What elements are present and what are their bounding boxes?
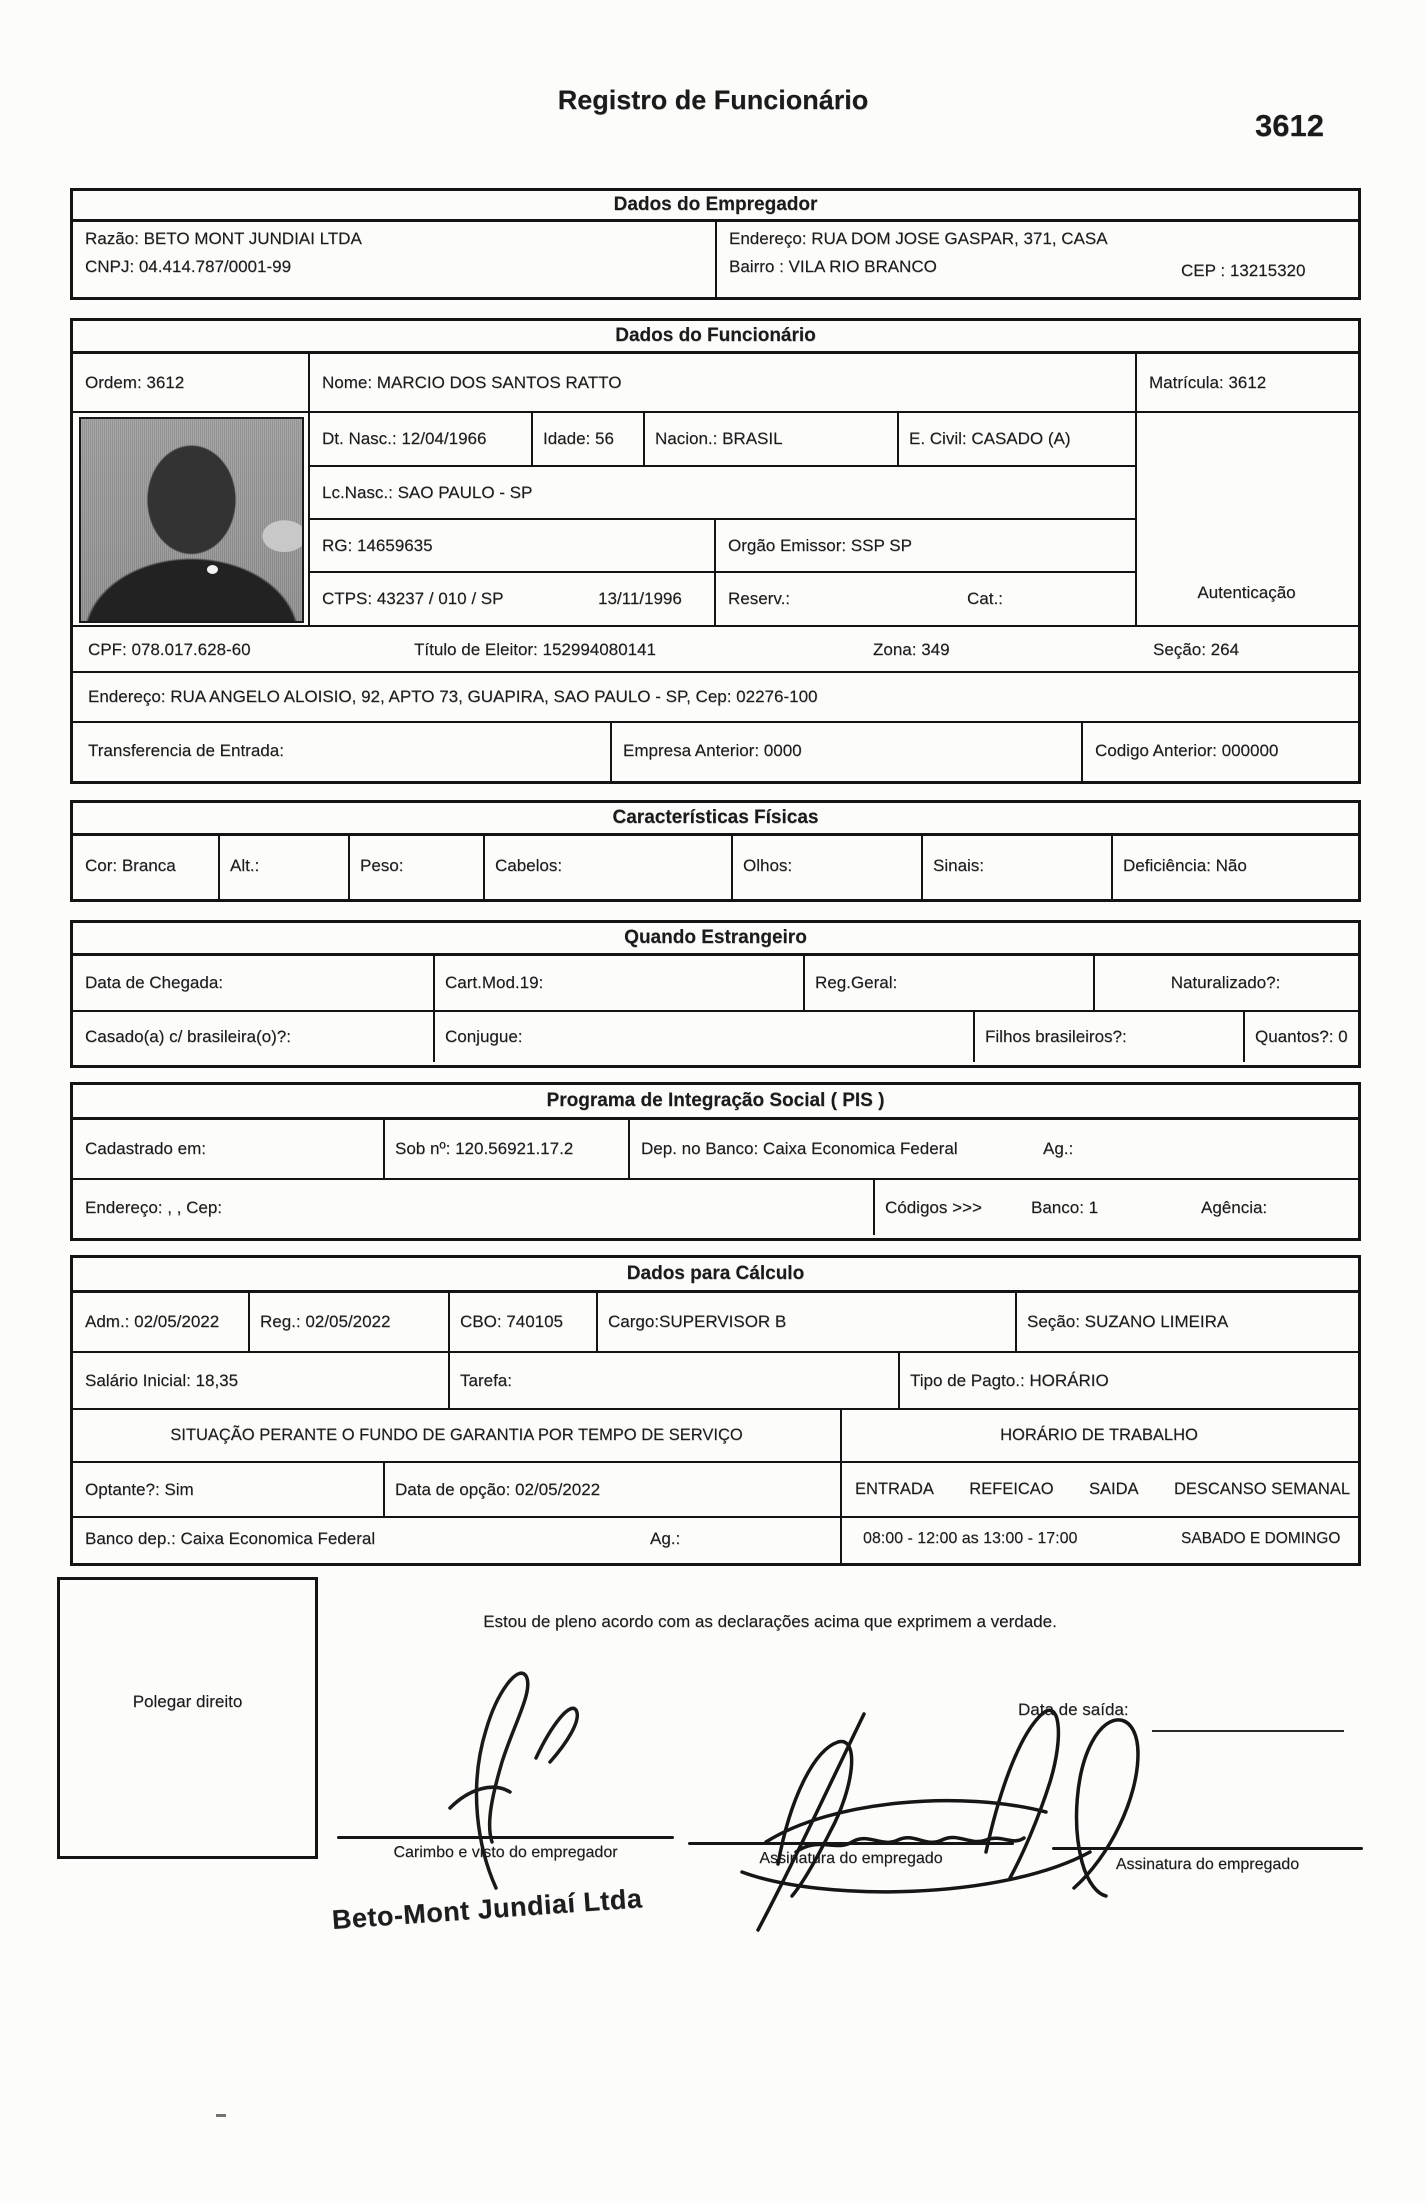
fisicas-deficiencia: Deficiência: Não — [1123, 856, 1247, 875]
calculo-cargo: Cargo:SUPERVISOR B — [608, 1312, 787, 1331]
employee-orgao-emissor: Orgão Emissor: SSP SP — [728, 536, 912, 555]
fisicas-olhos: Olhos: — [743, 856, 793, 875]
divider — [448, 1293, 450, 1351]
calculo-reg: Reg.: 02/05/2022 — [260, 1312, 391, 1331]
divider — [383, 1463, 385, 1516]
company-stamp: Beto-Mont Jundiaí Ltda — [330, 1883, 644, 1935]
divider — [308, 354, 310, 625]
transferencia-entrada: Transferencia de Entrada: — [88, 741, 284, 760]
employee-photo — [79, 417, 304, 623]
horario-dias-descanso: SABADO E DOMINGO — [1181, 1530, 1341, 1547]
horario-col-saida: SAIDA — [1089, 1480, 1139, 1498]
horario-col-entrada: ENTRADA — [855, 1480, 934, 1498]
divider — [610, 723, 612, 781]
divider — [731, 836, 733, 899]
divider — [596, 1293, 598, 1351]
data-saida-line — [1152, 1730, 1344, 1732]
fisicas-sinais: Sinais: — [933, 856, 985, 875]
employee-section — [70, 318, 1361, 784]
divider — [973, 1012, 975, 1062]
employer-bairro: Bairro : VILA RIO BRANCO — [729, 257, 937, 276]
form-number: 3612 — [1255, 108, 1324, 143]
horario-header: HORÁRIO DE TRABALHO — [1000, 1426, 1198, 1444]
fisicas-alt: Alt.: — [230, 856, 260, 875]
casado-brasileira: Casado(a) c/ brasileira(o)?: — [85, 1027, 291, 1046]
thumbprint-label: Polegar direito — [132, 1692, 243, 1711]
divider — [897, 413, 899, 465]
divider — [383, 1120, 385, 1178]
employee-nome: Nome: MARCIO DOS SANTOS RATTO — [322, 373, 622, 392]
employer-signature-line — [337, 1836, 674, 1839]
employee-nacion: Nacion.: BRASIL — [655, 429, 783, 448]
employee-section-title: Dados do Funcionário — [73, 321, 1358, 354]
divider — [628, 1120, 630, 1178]
employee-ordem: Ordem: 3612 — [85, 373, 185, 392]
divider — [73, 1351, 1358, 1353]
employee-lc-nasc: Lc.Nasc.: SAO PAULO - SP — [322, 483, 533, 502]
fisicas-peso: Peso: — [360, 856, 404, 875]
divider — [715, 222, 717, 297]
employee-zona: Zona: 349 — [873, 640, 950, 659]
divider — [218, 836, 220, 899]
divider — [803, 956, 805, 1010]
calculo-section-title: Dados para Cálculo — [73, 1258, 1358, 1293]
calculo-section — [70, 1255, 1361, 1566]
fisicas-cabelos: Cabelos: — [495, 856, 563, 875]
employee-signature-label-1: Assinatura do empregado — [759, 1850, 943, 1867]
employee-dt-nasc: Dt. Nasc.: 12/04/1966 — [322, 429, 487, 448]
empresa-anterior: Empresa Anterior: 0000 — [623, 741, 802, 760]
pis-endereco: Endereço: , , Cep: — [85, 1198, 223, 1217]
divider — [433, 1012, 435, 1062]
calculo-adm: Adm.: 02/05/2022 — [85, 1312, 220, 1331]
estrangeiro-section — [70, 920, 1361, 1068]
employee-reserv: Reserv.: — [728, 589, 791, 608]
employer-cep: CEP : 13215320 — [1181, 261, 1306, 280]
employee-rg: RG: 14659635 — [322, 536, 433, 555]
divider — [643, 413, 645, 465]
divider — [921, 836, 923, 899]
fgts-banco-dep: Banco dep.: Caixa Economica Federal — [85, 1529, 376, 1548]
employee-signature-label-2: Assinatura do empregado — [1115, 1856, 1300, 1873]
calculo-tarefa: Tarefa: — [460, 1371, 512, 1390]
divider — [448, 1353, 450, 1408]
employee-idade: Idade: 56 — [543, 429, 614, 448]
employee-cpf: CPF: 078.017.628-60 — [88, 640, 251, 659]
reg-geral: Reg.Geral: — [815, 973, 898, 992]
fisicas-section — [70, 800, 1361, 902]
calculo-secao: Seção: SUZANO LIMEIRA — [1027, 1312, 1229, 1331]
divider — [1015, 1293, 1017, 1351]
codigo-anterior: Codigo Anterior: 000000 — [1095, 741, 1279, 760]
employer-endereco: Endereço: RUA DOM JOSE GASPAR, 371, CASA — [729, 229, 1108, 248]
employee-estado-civil: E. Civil: CASADO (A) — [909, 429, 1071, 448]
employee-ctps-data: 13/11/1996 — [598, 589, 682, 608]
pis-agencia: Agência: — [1201, 1198, 1268, 1217]
horario-col-descanso: DESCANSO SEMANAL — [1173, 1480, 1350, 1498]
employee-signature-line-1 — [688, 1842, 1014, 1845]
autenticacao-label: Autenticação — [1197, 583, 1296, 602]
photo-highlight — [207, 565, 218, 574]
estrangeiro-section-title: Quando Estrangeiro — [73, 923, 1358, 956]
divider — [531, 413, 533, 465]
fgts-optante: Optante?: Sim — [85, 1480, 194, 1499]
pis-codigos: Códigos >>> — [885, 1198, 982, 1217]
divider — [433, 956, 435, 1010]
calculo-salario: Salário Inicial: 18,35 — [85, 1371, 239, 1390]
horario-columns — [855, 1463, 1350, 1516]
pis-sob-no: Sob nº: 120.56921.17.2 — [395, 1139, 574, 1158]
divider — [73, 1178, 1358, 1180]
pis-cadastrado: Cadastrado em: — [85, 1139, 206, 1158]
conjugue: Conjugue: — [445, 1027, 523, 1046]
employee-matricula: Matrícula: 3612 — [1149, 373, 1267, 392]
divider — [483, 836, 485, 899]
employee-secao: Seção: 264 — [1153, 640, 1240, 659]
declaration-text: Estou de pleno acordo com as declarações acima que exprimem a verdade. — [483, 1612, 1057, 1631]
pis-dep-banco: Dep. no Banco: Caixa Economica Federal — [641, 1139, 958, 1158]
calculo-cbo: CBO: 740105 — [460, 1312, 564, 1331]
pis-banco: Banco: 1 — [1031, 1198, 1099, 1217]
horario-col-refeicao: REFEICAO — [969, 1480, 1054, 1498]
data-chegada: Data de Chegada: — [85, 973, 223, 992]
pis-section — [70, 1082, 1361, 1241]
naturalizado: Naturalizado?: — [1170, 973, 1281, 992]
fgts-ag: Ag.: — [650, 1529, 681, 1548]
thumbprint-box — [57, 1577, 318, 1859]
employee-ctps: CTPS: 43237 / 010 / SP — [322, 589, 504, 608]
page-title: Registro de Funcionário — [557, 85, 869, 115]
divider — [714, 520, 716, 625]
employer-signature-label: Carimbo e visto do empregador — [393, 1844, 618, 1861]
filhos-brasileiros: Filhos brasileiros?: — [985, 1027, 1127, 1046]
employee-signature-line-2 — [1052, 1847, 1363, 1850]
divider — [248, 1293, 250, 1351]
divider — [898, 1353, 900, 1408]
pis-section-title: Programa de Integração Social ( PIS ) — [73, 1085, 1358, 1120]
employer-section-title: Dados do Empregador — [73, 191, 1358, 222]
data-saida-label: Data de saída: — [1018, 1700, 1129, 1719]
scan-artifact-dash — [216, 2114, 226, 2117]
divider — [1111, 836, 1113, 899]
fgts-data-opcao: Data de opção: 02/05/2022 — [395, 1480, 601, 1499]
employee-cat: Cat.: — [967, 589, 1003, 608]
fisicas-section-title: Características Físicas — [73, 803, 1358, 836]
divider — [1243, 1012, 1245, 1062]
fgts-header: SITUAÇÃO PERANTE O FUNDO DE GARANTIA POR TEMPO DE SERVIÇO — [170, 1426, 743, 1444]
horario-valores: 08:00 - 12:00 as 13:00 - 17:00 — [863, 1530, 1078, 1547]
employer-section — [70, 188, 1361, 300]
cart-mod: Cart.Mod.19: — [445, 973, 544, 992]
divider — [873, 1180, 875, 1235]
employer-cnpj: CNPJ: 04.414.787/0001-99 — [85, 257, 292, 276]
pis-ag: Ag.: — [1043, 1139, 1074, 1158]
fisicas-cor: Cor: Branca — [85, 856, 176, 875]
employee-titulo-eleitor: Título de Eleitor: 152994080141 — [414, 640, 656, 659]
calculo-tipo-pagto: Tipo de Pagto.: HORÁRIO — [910, 1371, 1109, 1390]
employer-razao: Razão: BETO MONT JUNDIAI LTDA — [85, 229, 362, 248]
quantos: Quantos?: 0 — [1255, 1027, 1348, 1046]
employee-endereco: Endereço: RUA ANGELO ALOISIO, 92, APTO 73, GUAPIRA, SAO PAULO - SP, Cep: 02276-100 — [88, 687, 818, 706]
divider — [1081, 723, 1083, 781]
employee-signature-scribble — [742, 1710, 1138, 1930]
divider — [348, 836, 350, 899]
